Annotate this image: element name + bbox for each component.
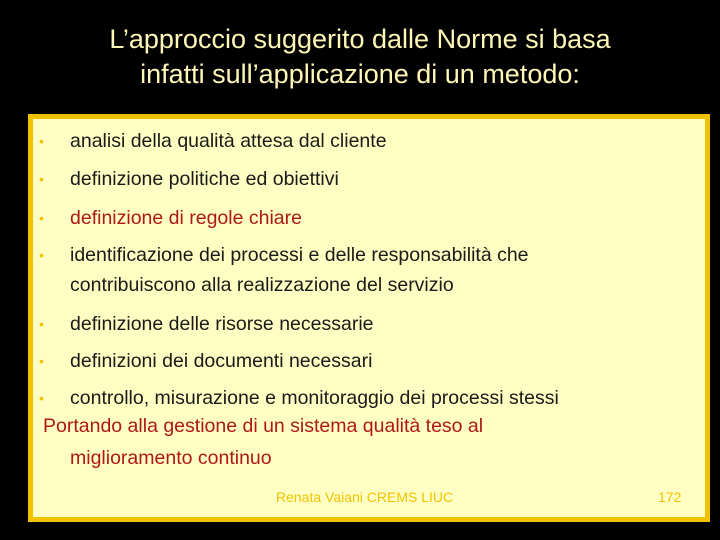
bullet-text-line-2: contribuiscono alla realizzazione del servizio	[70, 274, 454, 296]
bullet-dot-icon: •	[39, 316, 44, 332]
closing-line-1: Portando alla gestione di un sistema qualità teso al	[43, 415, 484, 437]
closing-line-2: miglioramento continuo	[70, 447, 272, 469]
bullet-text: definizione politiche ed obiettivi	[70, 168, 339, 190]
slide-title	[20, 22, 700, 92]
bullet-dot-icon: •	[39, 247, 44, 263]
bullet-dot-icon: •	[39, 133, 44, 149]
closing-statement	[43, 410, 483, 474]
bullet-text	[70, 240, 529, 300]
bullet-dot-icon: •	[39, 390, 44, 406]
bullet-text: definizione delle risorse necessarie	[70, 313, 374, 335]
bullet-text-line-1: identificazione dei processi e delle responsabilità che	[70, 244, 529, 266]
content-panel	[28, 114, 710, 522]
bullet-dot-icon: •	[39, 353, 44, 369]
bullet-text: analisi della qualità attesa dal cliente	[70, 130, 387, 152]
bullet-dot-icon: •	[39, 210, 44, 226]
bullet-dot-icon: •	[39, 171, 44, 187]
bullet-text: controllo, misurazione e monitoraggio dei processi stessi	[70, 387, 559, 409]
page-number: 172	[658, 489, 682, 505]
bullet-text: definizione di regole chiare	[70, 207, 302, 229]
bullet-text: definizioni dei documenti necessari	[70, 350, 373, 372]
title-line-2: infatti sull’applicazione di un metodo:	[140, 59, 580, 89]
footer-author: Renata Vaiani CREMS LIUC	[276, 489, 454, 505]
title-line-1: L’approccio suggerito dalle Norme si basa	[109, 24, 611, 54]
